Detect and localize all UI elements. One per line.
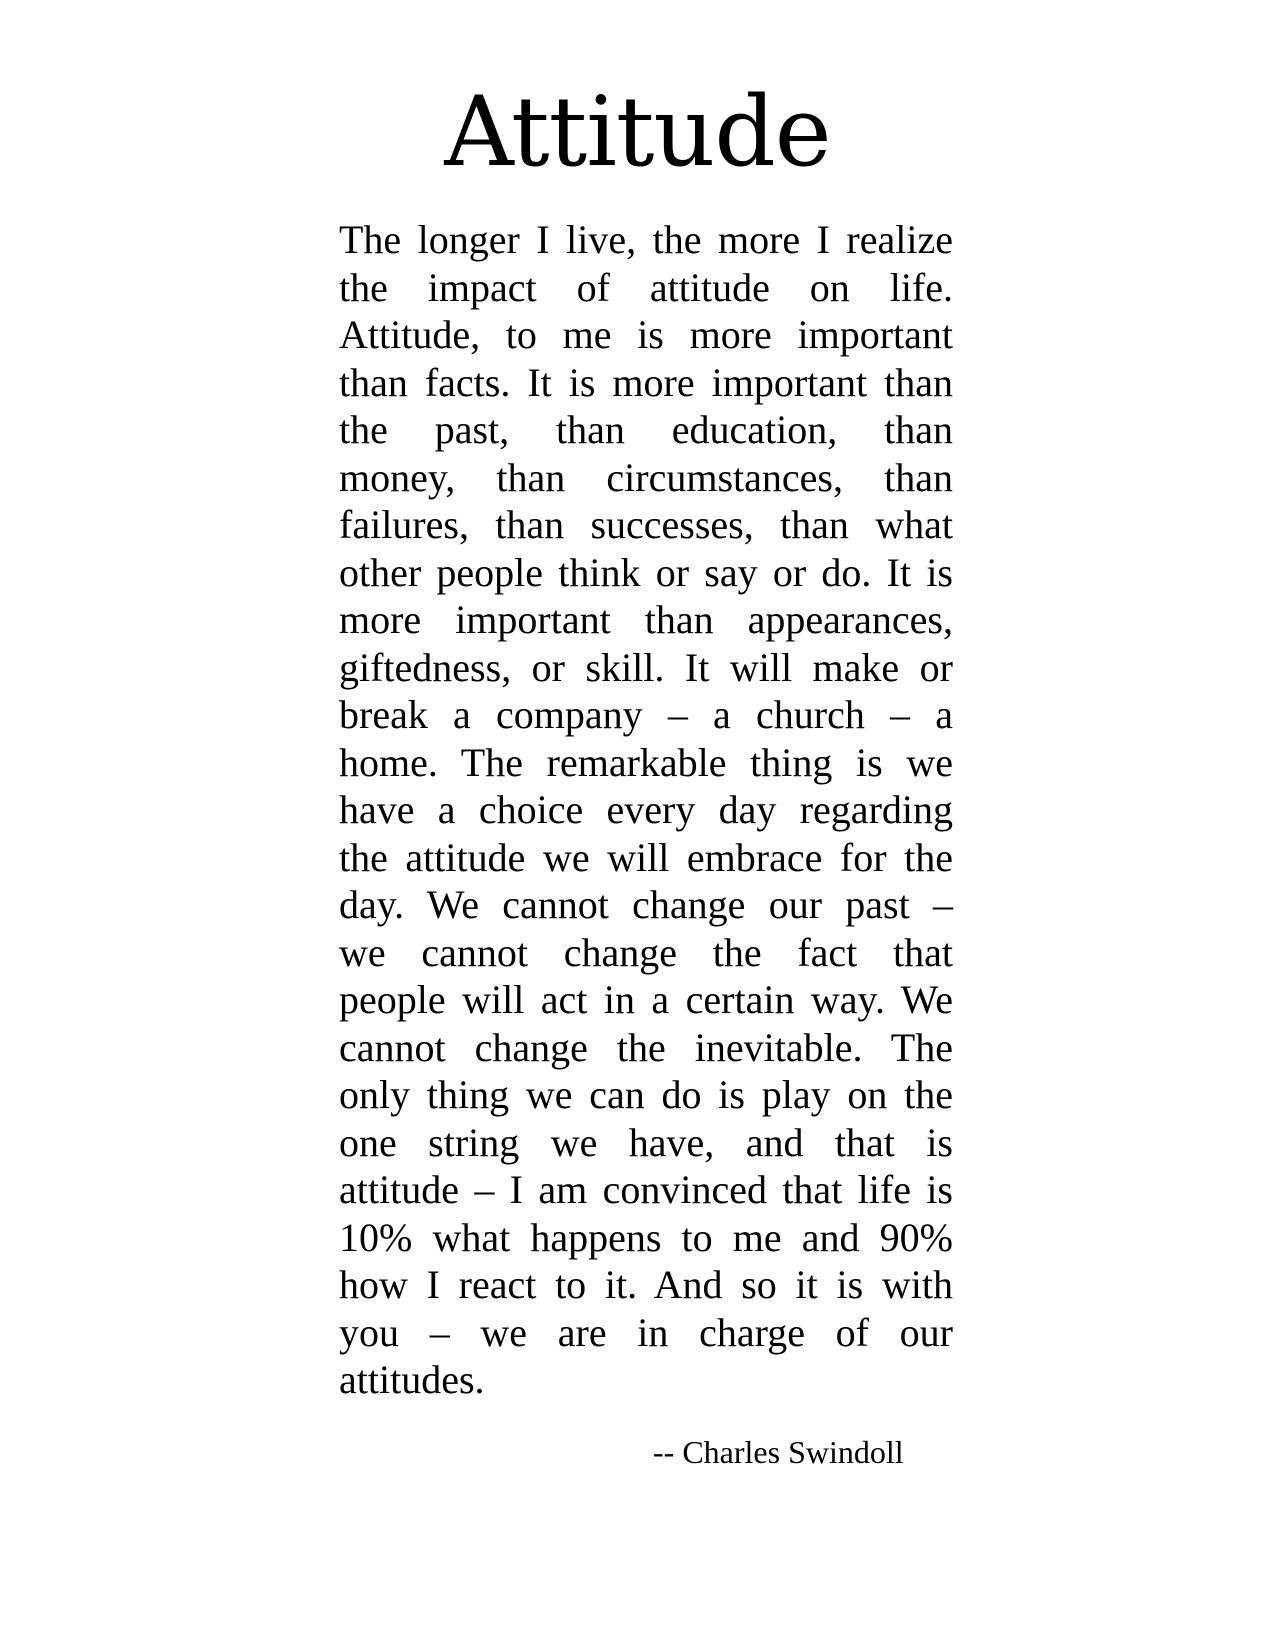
quote-line: the impact of attitude on life.	[339, 264, 953, 310]
quote-line: the past, than education, than	[339, 407, 953, 452]
quote-line: giftedness, or skill. It will make or	[339, 644, 953, 690]
quote-line: other people think or say or do. It is	[339, 549, 953, 595]
quote-line: cannot change the inevitable. The	[339, 1024, 953, 1070]
quote-line: more important than appearances,	[339, 597, 953, 642]
page-title: Attitude	[444, 76, 831, 188]
quote-line: than facts. It is more important than	[339, 359, 953, 405]
quote-line: attitudes.	[339, 1357, 485, 1402]
quote-line: only thing we can do is play on the	[339, 1072, 953, 1117]
quote-line: how I react to it. And so it is with	[339, 1262, 953, 1307]
quote-line: failures, than successes, than what	[339, 502, 953, 547]
quote-line: break a company – a church – a	[339, 692, 953, 737]
quote-line: 10% what happens to me and 90%	[339, 1214, 953, 1260]
quote-line: people will act in a certain way. We	[339, 977, 953, 1022]
quote-line: the attitude we will embrace for the	[339, 834, 953, 880]
quote-line: day. We cannot change our past –	[339, 882, 953, 927]
quote-attribution: -- Charles Swindoll	[653, 1434, 904, 1470]
quote-line: attitude – I am convinced that life is	[339, 1167, 953, 1212]
quote-line: we cannot change the fact that	[339, 929, 953, 975]
quote-line: have a choice every day regarding	[339, 787, 953, 832]
quote-line: The longer I live, the more I realize	[339, 217, 953, 262]
quote-line: one string we have, and that is	[339, 1119, 953, 1165]
quote-body	[339, 216, 953, 1404]
quote-line: Attitude, to me is more important	[339, 312, 953, 357]
quote-line: you – we are in charge of our	[339, 1309, 953, 1355]
quote-line: money, than circumstances, than	[339, 454, 953, 500]
quote-line: home. The remarkable thing is we	[339, 739, 953, 785]
